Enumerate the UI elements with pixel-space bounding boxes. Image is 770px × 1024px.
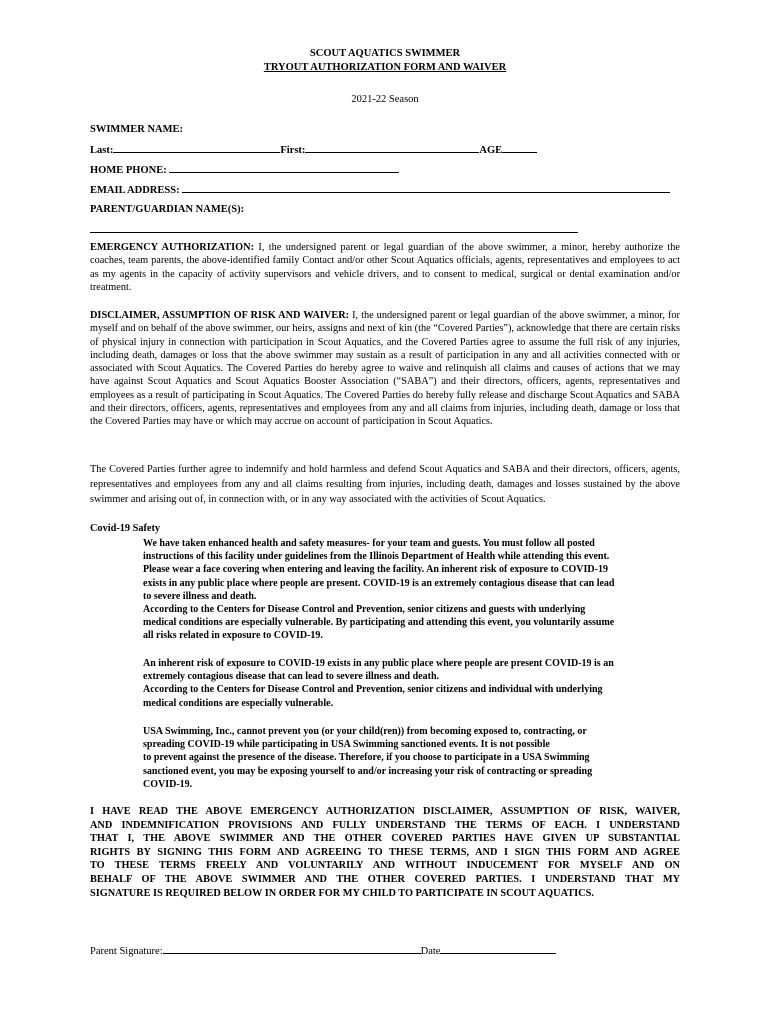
covid-line: instructions of this facility under guidelines from the Illinois Department of Health while attending this event. xyxy=(143,551,610,563)
indemnify-paragraph: The Covered Parties further agree to indemnify and hold harmless and defend Scout Aquatics and SABA and their directors, officers, agents, representatives and employees from any and all claims resulting from injuries, including death, damages and losses sustained by the above swimmer and arising out of, in connection with, or in any way associated with the activities of Scout Aquatics. xyxy=(90,464,680,506)
email-field[interactable] xyxy=(182,183,670,193)
acknowledgement-line: BEHALF OF THE ABOVE SWIMMER AND THE OTHER COVERED PARTIES. I UNDERSTAND THAT MY xyxy=(90,873,680,885)
acknowledgement-paragraph xyxy=(90,805,680,900)
first-name-label: First: xyxy=(280,145,306,156)
covid-line: extremely contagious disease that can lead to severe illness and death. xyxy=(143,671,440,683)
acknowledgement-line: THAT I, THE ABOVE SWIMMER AND THE OTHER COVERED PARTIES HAVE GIVEN UP SUBSTANTIAL xyxy=(90,833,680,845)
last-name-label: Last: xyxy=(90,145,114,156)
age-label: AGE xyxy=(479,145,503,156)
covid-line: all risks related in exposure to COVID-19. xyxy=(143,630,323,642)
covid-block-2 xyxy=(143,657,683,710)
season-label: 2021-22 Season xyxy=(351,94,419,105)
email-row xyxy=(90,183,670,197)
covid-line: medical conditions are especially vulnerable. xyxy=(143,697,334,709)
acknowledgement-line: I HAVE READ THE ABOVE EMERGENCY AUTHORIZATION DISCLAIMER, ASSUMPTION OF RISK, WAIVER, xyxy=(90,806,680,817)
emergency-heading: EMERGENCY AUTHORIZATION: xyxy=(90,242,255,253)
covid-line: to severe illness and death. xyxy=(143,590,257,602)
form-title: SCOUT AQUATICS SWIMMER xyxy=(309,48,461,59)
covid-line: COVID-19. xyxy=(143,778,193,790)
form-subtitle-text: TRYOUT AUTHORIZATION FORM AND WAIVER xyxy=(263,62,507,73)
disclaimer-heading: DISCLAIMER, ASSUMPTION OF RISK AND WAIVER: xyxy=(90,310,350,321)
parent-signature-field[interactable] xyxy=(163,944,421,954)
covid-line: USA Swimming, Inc., cannot prevent you (or your child(ren)) from becoming exposed to, contracting, or xyxy=(143,726,587,737)
covid-line: exists in any public place where people are present. COVID-19 is an extremely contagious disease that can lead xyxy=(143,577,615,589)
disclaimer-text: I, the undersigned parent or legal guardian of the above swimmer, a minor, for myself and on behalf of the above swimmer, our heirs, assigns and next of kin (the “Covered Parties”), acknowledge that there are certain risks of physical injury in connection with participation in Scout Aquatics, and the Covered Parties agree to assume the full risk of any injuries, including death, damages or loss that the above swimmer may sustain as a result of participation in any and all activities connected with or associated with Scout Aquatics. The Covered Parties do hereby agree to waive and relinquish all claims and causes of actions that we may have against Scout Aquatics and Scout Aquatics Booster Association (“SABA”) and their directors, officers, agents, representatives and employees as a result of participating in Scout Aquatics. The Covered Parties do hereby fully release and discharge Scout Aquatics and SABA and their directors, officers, agents, representatives and employees from any and all claims from injuries, including death, damage or loss that the Covered Parties may have or which may accrue on account of participation in Scout Aquatics. xyxy=(90,310,680,428)
disclaimer-paragraph xyxy=(90,309,680,429)
parent-signature-label: Parent Signature: xyxy=(90,946,163,957)
covid-block-3 xyxy=(143,725,683,791)
acknowledgement-line: SIGNATURE IS REQUIRED BELOW IN ORDER FOR MY CHILD TO PARTICIPATE IN SCOUT AQUATICS. xyxy=(90,887,594,899)
acknowledgement-line: RIGHTS BY SIGNING THIS FORM AND AGREEING TO THESE TERMS, AND I SIGN THIS FORM AND AGREE xyxy=(90,846,680,858)
signature-row xyxy=(90,944,556,958)
covid-block-1 xyxy=(143,537,683,643)
name-row xyxy=(90,143,537,157)
date-field[interactable] xyxy=(440,944,556,954)
parent-names-field[interactable] xyxy=(90,232,578,233)
covid-line: An inherent risk of exposure to COVID-19 exists in any public place where people are present COVID-19 is an xyxy=(143,658,614,669)
covid-line: Please wear a face covering when entering and leaving the facility. An inherent risk of exposure to COVID-19 xyxy=(143,564,608,576)
acknowledgement-line: AND INDEMNIFICATION PROVISIONS AND FULLY UNDERSTAND THE TERMS OF EACH. I UNDERSTAND xyxy=(90,819,680,831)
age-field[interactable] xyxy=(502,143,537,153)
covid-line: According to the Centers for Disease Control and Prevention, senior citizens and individual with underlying xyxy=(143,684,603,696)
acknowledgement-line: TO THESE TERMS FREELY AND VOLUNTARILY AND WITHOUT INDUCEMENT FOR MYSELF AND ON xyxy=(90,860,680,872)
covid-line: sanctioned event, you may be exposing yourself to and/or increasing your risk of contracting or spreading xyxy=(143,765,593,777)
parent-names-label: PARENT/GUARDIAN NAME(S): xyxy=(90,204,245,215)
phone-row xyxy=(90,163,399,177)
date-label: Date xyxy=(420,946,441,957)
covid-line: to prevent against the presence of the disease. Therefore, if you choose to participate in a USA Swimming xyxy=(143,752,590,764)
home-phone-label: HOME PHONE: xyxy=(90,165,167,176)
email-label: EMAIL ADDRESS: xyxy=(90,185,180,196)
covid-line: spreading COVID-19 while participating in USA Swimming sanctioned events. It is not possible xyxy=(143,739,550,751)
swimmer-name-label: SWIMMER NAME: xyxy=(90,124,184,135)
covid-heading: Covid-19 Safety xyxy=(90,523,161,534)
emergency-authorization-paragraph xyxy=(90,241,680,294)
covid-line: We have taken enhanced health and safety measures- for your team and guests. You must follow all posted xyxy=(143,538,595,549)
covid-line: medical conditions are especially vulnerable. By participating and attending this event, you voluntarily assume xyxy=(143,617,615,629)
first-name-field[interactable] xyxy=(305,143,479,153)
home-phone-field[interactable] xyxy=(169,163,399,173)
form-subtitle xyxy=(0,61,770,74)
emergency-text: I, the undersigned parent or legal guardian of the above swimmer, a minor, hereby authorize the coaches, team parents, the above-identified family Contact and/or other Scout Aquatics officials, agents, representatives and employees to act as my agents in the capacity of activity supervisors and vehicle drivers, and to consent to medical, surgical or dental examination and/or treatment. xyxy=(90,242,680,293)
covid-line: According to the Centers for Disease Control and Prevention, senior citizens and guests with underlying xyxy=(143,604,586,616)
last-name-field[interactable] xyxy=(113,143,280,153)
